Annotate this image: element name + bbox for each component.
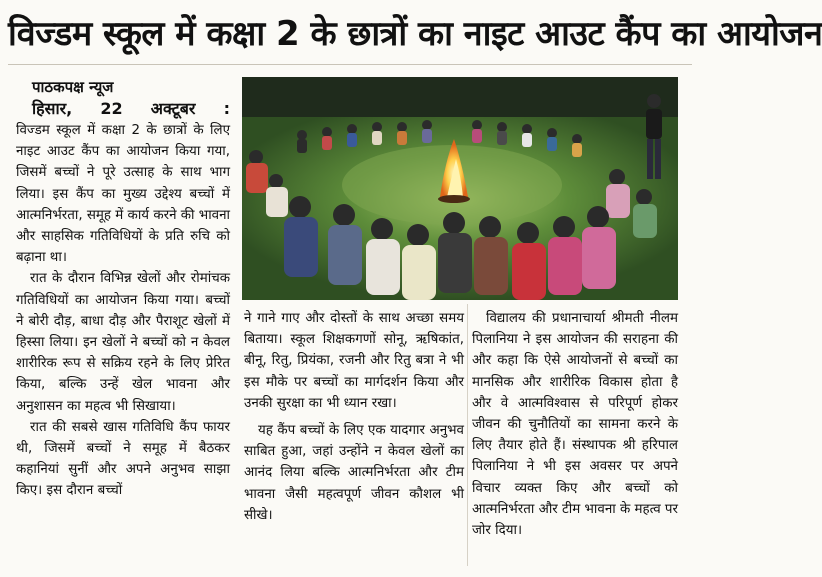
column-2 (244, 308, 464, 526)
headline-rule (8, 64, 692, 65)
campfire-photo-illustration (242, 77, 678, 300)
byline: पाठकपक्ष न्यूज (32, 78, 114, 96)
col2-paragraph-1: ने गाने गाए और दोस्तों के साथ अच्छा समय बिताया। स्कूल शिक्षकगणों सोनू, ऋषिकांत, बीनू, रितु, प्रियंका, रजनी और रितु बत्रा ने भी इस मौके पर बच्चों का मार्गदर्शन किया और उनकी सुरक्षा का भी ध्यान रखा। (244, 311, 464, 411)
campfire-photo (242, 77, 678, 300)
column-1 (16, 76, 230, 502)
col2-paragraph-2: यह कैंप बच्चों के लिए एक यादगार अनुभव साबित हुआ, जहां उन्होंने न केवल खेलों का आनंद लिया बल्कि आत्मनिर्भरता और टीम भावना जैसी महत्वपूर्ण जीवन कौशल भी सीखे। (244, 423, 464, 523)
column-divider (467, 304, 468, 566)
campfire-logs (438, 195, 470, 203)
col1-paragraph-3: रात की सबसे खास गतिविधि कैंप फायर थी, जिसमें बच्चों ने समूह में बैठकर कहानियां सुनीं और अपने अनुभव साझा किए। इस दौरान बच्चों (16, 419, 230, 499)
col1-paragraph-2: रात के दौरान विभिन्न खेलों और रोमांचक गतिविधियों का आयोजन किया गया। बच्चों ने बोरी दौड़, बाधा दौड़ और पैराशूट खेलों में हिस्सा लिया। इन खेलों ने बच्चों को न केवल शारीरिक रूप से सक्रिय रहने के लिए प्रेरित किया, बल्कि उन्हें खेल भावना और अनुशासन का महत्व भी सिखाया। (16, 271, 230, 414)
dateline: हिसार, 22 अक्टूबर : (32, 99, 230, 118)
col1-paragraph-1: विज्डम स्कूल में कक्षा 2 के छात्रों के लिए नाइट आउट कैंप का आयोजन किया गया, जिसमें बच्चों ने पूरे उत्साह के साथ भाग लिया। इस कैंप का मुख्य उद्देश्य बच्चों में आत्मनिर्भरता, समूह में कार्य करने की भावना और साहसिक गतिविधियों के प्रति रुचि को बढ़ाना था। (16, 123, 231, 266)
headline: विज्डम स्कूल में कक्षा 2 के छात्रों का नाइट आउट कैंप का आयोजन (8, 14, 822, 54)
column-3 (472, 308, 678, 541)
col3-paragraph-1: विद्यालय की प्रधानाचार्या श्रीमती नीलम पिलानिया ने इस आयोजन की सराहना की और कहा कि ऐसे आयोजनों से बच्चों का मानसिक और शारीरिक विकास होता है और वे आत्मविश्वास से परिपूर्ण होकर जीवन की चुनौतियों का सामना करने के लिए तैयार होते हैं। संस्थापक श्री हरिपाल पिलानिया ने भी इस अवसर पर अपने विचार व्यक्त किए और बच्चों को आत्मनिर्भरता और टीम भावना के महत्व पर जोर दिया। (472, 311, 678, 539)
